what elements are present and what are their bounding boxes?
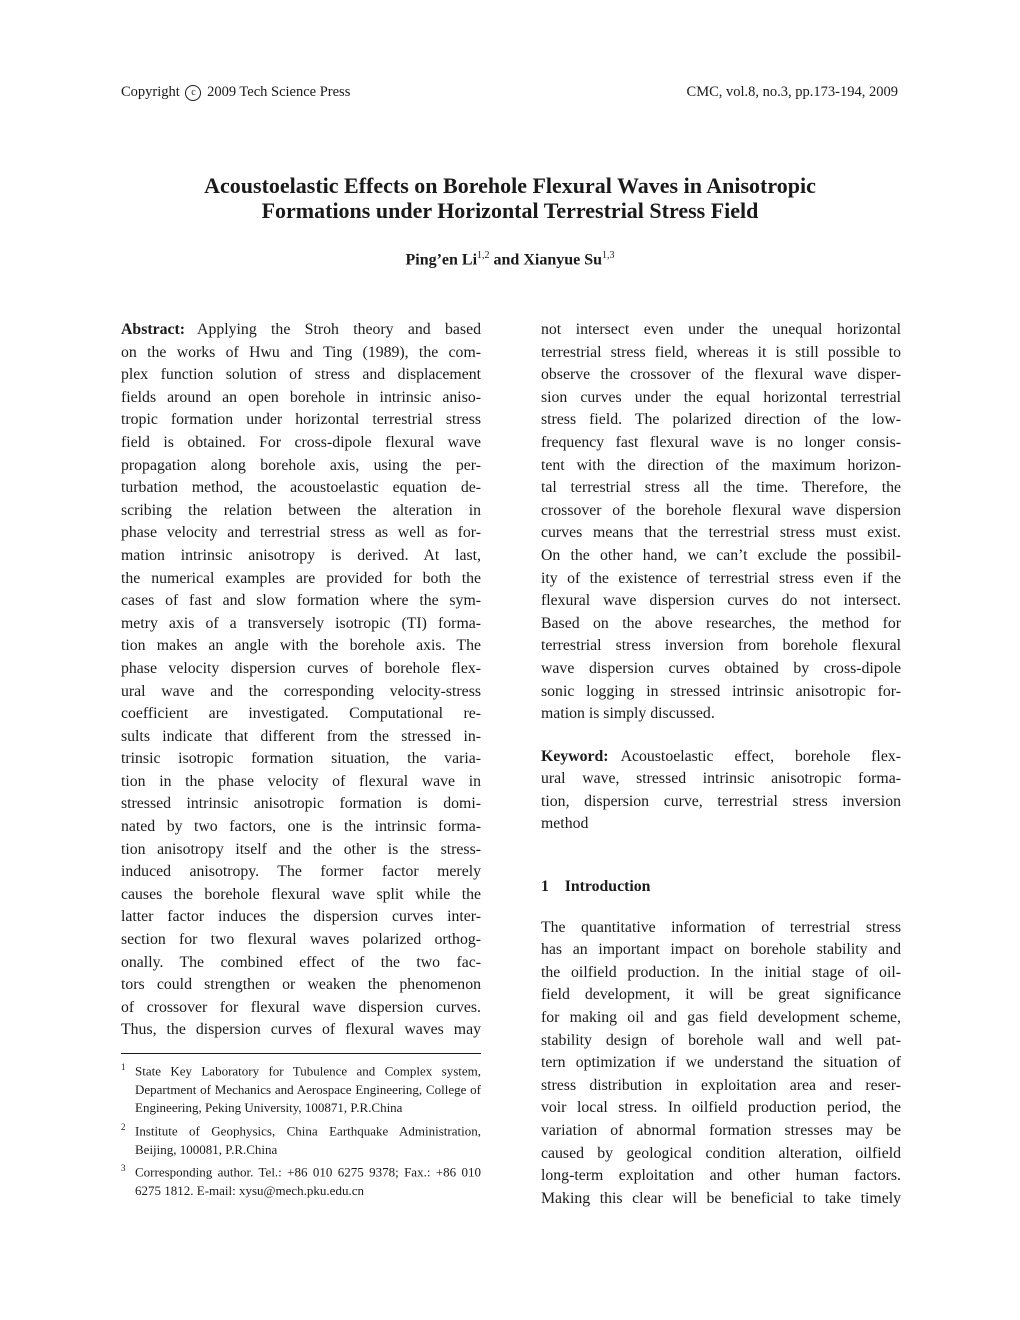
introduction-line: the oilfield production. In the initial stage of oil- <box>541 963 901 981</box>
abstract-line: sults indicate that different from the stressed in- <box>121 727 481 745</box>
abstract-line: phase velocity dispersion curves of borehole flex- <box>121 659 481 677</box>
abstract-line: flexural wave dispersion curves do not intersect. <box>541 592 901 610</box>
introduction-line: voir local stress. In oilfield production period, the <box>541 1099 901 1117</box>
abstract-line: Based on the above researches, the method for <box>541 614 901 632</box>
introduction-text <box>541 917 901 1211</box>
keyword-line: Keyword: Acoustoelastic effect, borehole flex- <box>541 747 901 765</box>
abstract-line: curves means that the terrestrial stress must exist. <box>541 524 901 542</box>
abstract-line: turbation method, the acoustoelastic equation de- <box>121 479 481 497</box>
abstract-line: nated by two factors, one is the intrinsic forma- <box>121 818 481 836</box>
introduction-line: The quantitative information of terrestrial stress <box>541 918 901 936</box>
abstract-line: wave dispersion curves obtained by cross-dipole <box>541 659 901 677</box>
author-conjunction: and <box>493 251 520 269</box>
abstract-line: tent with the direction of the maximum horizon- <box>541 456 901 474</box>
abstract-line: onally. The combined effect of the two fac- <box>121 953 481 971</box>
footnotes <box>121 1058 481 1200</box>
abstract-line: induced anisotropy. The former factor merely <box>121 863 481 881</box>
introduction-line: variation of abnormal formation stresses may be <box>541 1122 901 1139</box>
abstract-line: plex function solution of stress and displacement <box>121 366 481 384</box>
abstract-line: on the works of Hwu and Ting (1989), the com- <box>121 343 481 361</box>
abstract-line: section for two flexural waves polarized orthog- <box>121 931 481 949</box>
abstract-line: phase velocity and terrestrial stress as well as for- <box>121 524 481 542</box>
abstract-line: stress field. The polarized direction of the low- <box>541 411 901 429</box>
abstract-line: of crossover for flexural wave dispersion curves. <box>121 998 481 1016</box>
title-line-2: Formations under Horizontal Terrestrial Stress Field <box>261 198 759 223</box>
author-list <box>120 250 900 269</box>
abstract-line: ity of the existence of terrestrial stress even if the <box>541 569 901 587</box>
abstract-line: tion in the phase velocity of flexural wave in <box>121 772 481 790</box>
abstract-line: terrestrial stress inversion from borehole flexural <box>541 637 901 655</box>
introduction-line: Making this clear will be beneficial to take timely <box>541 1189 901 1207</box>
footnote-3 <box>121 1159 481 1200</box>
abstract-line: latter factor induces the dispersion curves inter- <box>121 908 481 926</box>
abstract-line: tion makes an angle with the borehole axis. The <box>121 637 481 655</box>
abstract-text-left <box>121 319 481 1042</box>
introduction-line: has an important impact on borehole stability and <box>541 941 901 959</box>
section-number: 1 <box>541 878 549 896</box>
abstract-line: sonic logging in stressed intrinsic anisotropic for- <box>541 682 901 700</box>
author-2-affiliation-marks: 1,3 <box>602 250 615 261</box>
title-line-1: Acoustoelastic Effects on Borehole Flexural Waves in Anisotropic <box>204 173 816 198</box>
abstract-line: ural wave and the corresponding velocity-stress <box>121 682 481 700</box>
abstract-line: tion anisotropy itself and the other is the stress- <box>121 840 481 858</box>
footnote-mark: 3 <box>121 1163 126 1174</box>
author-2-name: Xianyue Su <box>523 251 603 269</box>
abstract-line: tal terrestrial stress all the time. Therefore, the <box>541 479 901 497</box>
footnote-1 <box>121 1058 481 1118</box>
paper-title <box>120 173 900 223</box>
footnote-text: State Key Laboratory for Tubulence and Complex system, Department of Mechanics and Aerospace Engineering, College of Engineering, Peking University, 100871, P.R.China <box>135 1063 481 1116</box>
abstract-line: propagation along borehole axis, using the per- <box>121 456 481 474</box>
introduction-line: for making oil and gas field development scheme, <box>541 1009 901 1027</box>
footnote-text: Institute of Geophysics, China Earthquake Administration, Beijing, 100081, P.R.China <box>135 1123 481 1157</box>
introduction-line: stress distribution in exploitation area and reser- <box>541 1076 901 1094</box>
abstract-line: Thus, the dispersion curves of flexural waves may <box>121 1021 481 1039</box>
abstract-line: causes the borehole flexural wave split while the <box>121 885 481 903</box>
keyword-line: method <box>541 815 589 833</box>
introduction-line: tern optimization if we understand the situation of <box>541 1054 901 1072</box>
abstract-label: Abstract: <box>121 321 186 338</box>
abstract-line: frequency fast flexural wave is no longer consis- <box>541 433 901 451</box>
introduction-line: long-term exploitation and other human factors. <box>541 1167 901 1185</box>
abstract-line: Abstract: Applying the Stroh theory and based <box>121 321 481 338</box>
footnote-mark: 2 <box>121 1121 126 1132</box>
footnote-mark: 1 <box>121 1062 126 1072</box>
introduction-line: caused by geological condition alteration, oilfield <box>541 1144 901 1162</box>
section-title: Introduction <box>564 878 651 896</box>
right-column <box>541 319 901 1210</box>
author-1-affiliation-marks: 1,2 <box>477 250 490 261</box>
keywords-label: Keyword: <box>541 747 609 765</box>
abstract-line: sion curves under the equal horizontal terrestrial <box>541 388 901 406</box>
abstract-line: mation intrinsic anisotropy is derived. At last, <box>121 546 481 564</box>
section-heading-introduction <box>541 876 901 899</box>
introduction-line: stability design of borehole wall and well pat- <box>541 1031 901 1049</box>
keywords-block <box>541 746 901 836</box>
abstract-line: On the other hand, we can’t exclude the possibil- <box>541 546 901 564</box>
footnote-divider <box>121 1053 481 1054</box>
introduction-line: field development, it will be great significance <box>541 986 901 1004</box>
publisher-name: 2009 Tech Science Press <box>207 84 351 100</box>
abstract-line: mation is simply discussed. <box>541 705 715 723</box>
keyword-line: ural wave, stressed intrinsic anisotropic forma- <box>541 770 901 788</box>
abstract-line: coefficient are investigated. Computational re- <box>121 705 481 723</box>
running-header-copyright <box>121 84 350 101</box>
keyword-line: tion, dispersion curve, terrestrial stress inversion <box>541 792 901 810</box>
abstract-line: terrestrial stress field, whereas it is still possible to <box>541 343 901 361</box>
copyright-label: Copyright <box>121 84 180 100</box>
abstract-line: fields around an open borehole in intrinsic aniso- <box>121 388 481 406</box>
abstract-line: not intersect even under the unequal horizontal <box>541 321 901 338</box>
footnote-2 <box>121 1118 481 1159</box>
abstract-line: tropic formation under horizontal terrestrial stress <box>121 411 481 429</box>
author-1-name: Ping’en Li <box>405 251 478 269</box>
footnote-text: Corresponding author. Tel.: +86 010 6275 9378; Fax.: +86 010 6275 1812. E-mail: xysu@mech.pku.edu.cn <box>135 1164 481 1198</box>
abstract-line: scribing the relation between the alteration in <box>121 501 481 519</box>
copyright-icon: c <box>185 85 201 101</box>
abstract-line: tors could strengthen or weaken the phenomenon <box>121 976 481 994</box>
abstract-line: cases of fast and slow formation where the sym- <box>121 592 481 610</box>
abstract-line: trinsic isotropic formation situation, the varia- <box>121 750 481 768</box>
left-column <box>121 319 481 1042</box>
abstract-line: observe the crossover of the flexural wave disper- <box>541 366 901 384</box>
abstract-line: the numerical examples are provided for both the <box>121 569 481 587</box>
abstract-text-right <box>541 319 901 726</box>
abstract-line: metry axis of a transversely isotropic (TI) forma- <box>121 614 481 632</box>
running-header-journal: CMC, vol.8, no.3, pp.173-194, 2009 <box>686 84 898 100</box>
abstract-line: crossover of the borehole flexural wave dispersion <box>541 501 901 519</box>
abstract-line: field is obtained. For cross-dipole flexural wave <box>121 433 481 451</box>
abstract-line: stressed intrinsic anisotropic formation is domi- <box>121 795 481 813</box>
